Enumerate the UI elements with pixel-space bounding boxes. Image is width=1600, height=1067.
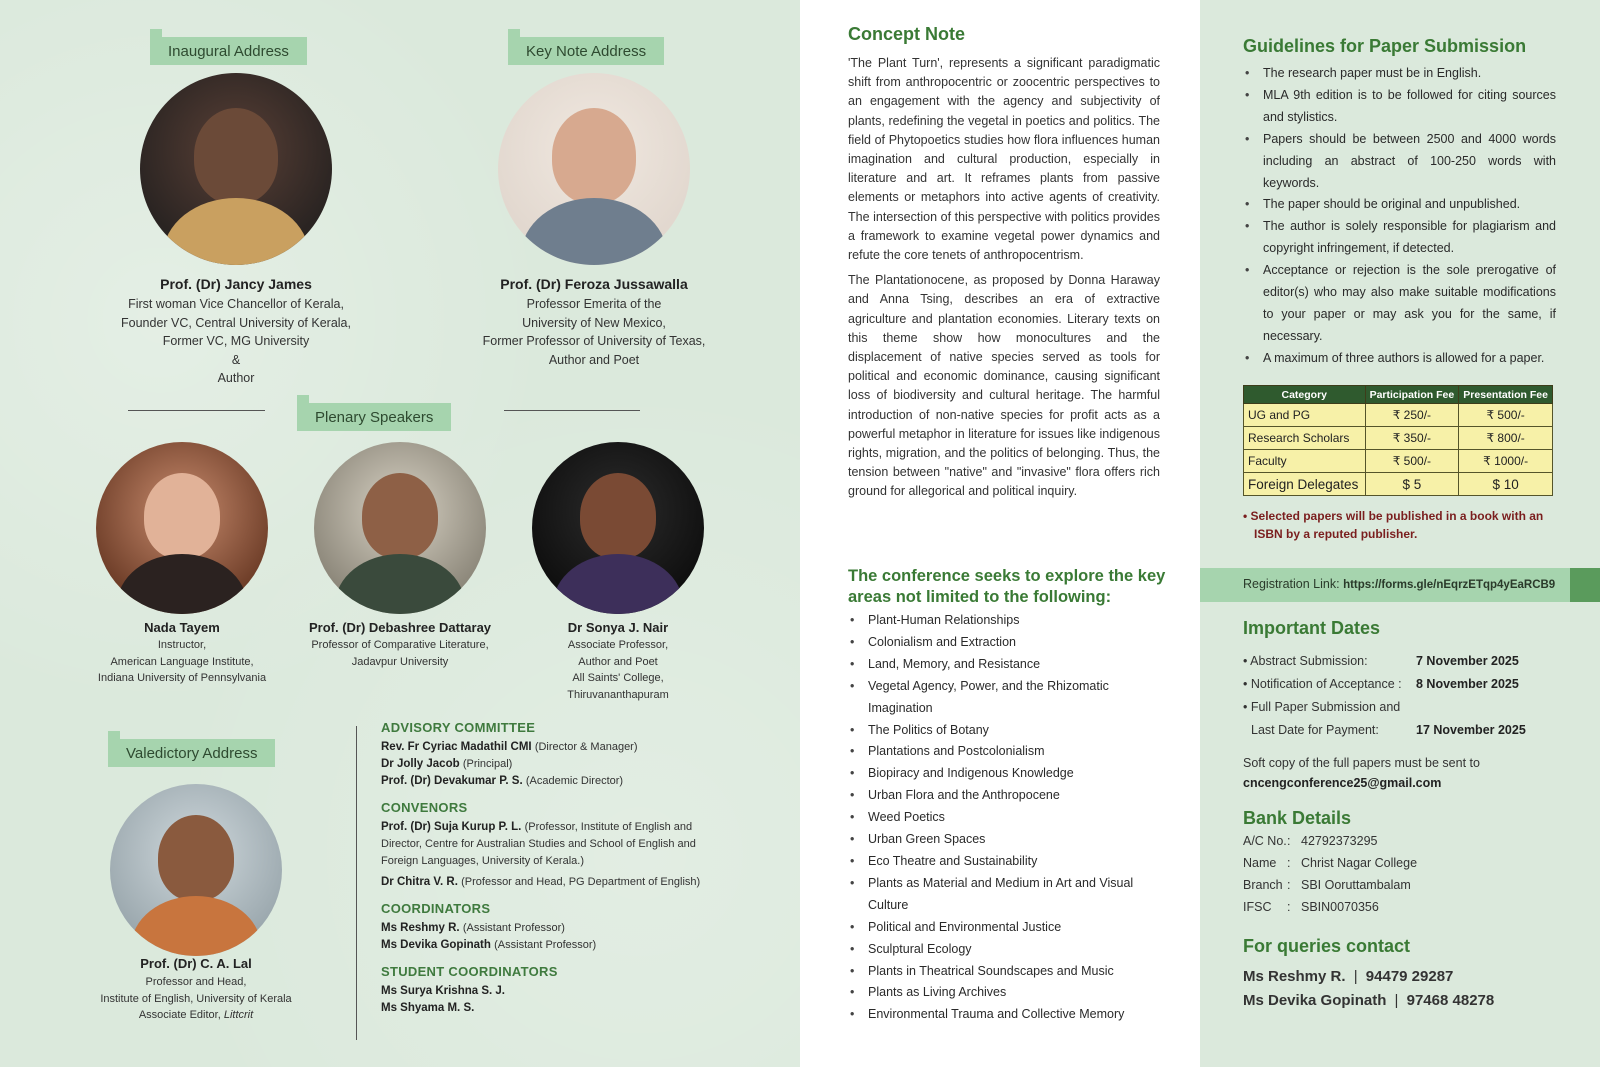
plenary-line: Indiana University of Pennsylvania (97, 672, 267, 684)
member-name: Rev. Fr Cyriac Madathil CMI (381, 741, 532, 753)
list-item: • Environmental Trauma and Collective Memory (848, 1004, 1160, 1026)
plenary-divider-left (128, 410, 265, 411)
contact-row (1243, 968, 1453, 985)
bank-row: Name : Christ Nagar College (1243, 856, 1418, 870)
plenary-tag-label: Plenary Speakers (315, 409, 434, 426)
plenary-line: Author and Poet (578, 655, 658, 668)
plenary-divider-right (504, 410, 640, 411)
ca-lal-desc (66, 974, 326, 1024)
plenary-line: Professor of Comparative Literature, (311, 639, 489, 651)
valedictory-line (66, 1007, 326, 1024)
member-role: (Academic Director) (525, 775, 624, 787)
list-item: • Vegetal Agency, Power, and the Rhizomatic Imagination (848, 676, 1160, 720)
concept-title: Concept Note (848, 24, 965, 44)
registration-link[interactable]: https://forms.gle/nEqrzETqp4yEaRCB9 (1343, 579, 1556, 591)
areas-list (848, 610, 1160, 1026)
coordinator-member (381, 937, 721, 954)
bank-value: SBIN0070356 (1301, 900, 1379, 914)
plenary-line: American Language Institute, (110, 655, 254, 668)
registration-bar (1200, 568, 1600, 602)
list-item: • Urban Green Spaces (848, 829, 1160, 851)
convenors-heading: CONVENORS (381, 800, 468, 815)
keynote-desc (454, 295, 734, 369)
list-item: • A maximum of three authors is allowed for a paper. (1243, 348, 1556, 370)
inaugural-line: Author (217, 371, 255, 385)
list-item: • Plants as Living Archives (848, 982, 1160, 1004)
debashree-dattaray-photo (314, 442, 486, 614)
list-item: • Plantations and Postcolonialism (848, 741, 1160, 763)
table-row (1244, 473, 1553, 496)
bank-row: Branch : SBI Ooruttambalam (1243, 878, 1411, 892)
guidelines-list (1243, 63, 1556, 370)
list-item: • The research paper must be in English. (1243, 63, 1556, 85)
fee-header-row (1244, 386, 1553, 404)
coordinators-heading: COORDINATORS (381, 901, 491, 916)
debashree-dattaray-name: Prof. (Dr) Debashree Dattaray (308, 620, 492, 635)
inaugural-line: & (231, 352, 241, 367)
member-role: (Professor and Head, PG Department of English) (461, 876, 701, 888)
advisory-heading: ADVISORY COMMITTEE (381, 720, 536, 735)
concept-paragraph-1: 'The Plant Turn', represents a significant paradigmatic shift from anthropocentric or zoocentric perspectives to an engagement with the agency and subjectivity of plants, redefining the vegetal in poetics and politics. The field of Phytopoetics studies how flora influences human imagination and cultural production, especially in literature and art. It reframes plants from passive elements or metaphors into active agents of creativity. The intersection of this perspective with politics provides a framework to examine vegetal power dynamics and refute the core tenets of anthropocentrism. (848, 56, 1160, 263)
plenary-line: Associate Professor, (567, 639, 669, 651)
payment-date-label: Last Date for Payment: (1251, 723, 1379, 737)
valedictory-tag (108, 739, 275, 767)
advisory-member (381, 756, 721, 773)
bank-row: A/C No.: 42792373295 (1243, 834, 1378, 848)
student-member (381, 983, 721, 1000)
contact-separator: | (1353, 968, 1358, 985)
list-item: • The paper should be original and unpublished. (1243, 194, 1556, 216)
coordinator-member (381, 920, 721, 937)
fee-category: Faculty (1244, 450, 1366, 473)
plenary-line: Thiruvananthapuram (567, 688, 669, 701)
concept-text (848, 54, 1160, 508)
member-role: (Assistant Professor) (494, 939, 597, 951)
fee-header: Participation Fee (1365, 386, 1459, 404)
list-item: • Eco Theatre and Sustainability (848, 851, 1160, 873)
student-member (381, 1000, 721, 1017)
list-item: • Acceptance or rejection is the sole prerogative of editor(s) who may also make suitable modifications to your paper or may ask you for the same, if necessary. (1243, 260, 1556, 348)
bank-value: Christ Nagar College (1301, 856, 1418, 870)
list-item: • Papers should be between 2500 and 4000 words including an abstract of 100-250 words with keywords. (1243, 129, 1556, 195)
inaugural-tag (150, 37, 307, 65)
member-name: Dr Chitra V. R. (381, 876, 458, 888)
plenary-line: Instructor, (157, 639, 207, 651)
keynote-tag (508, 37, 664, 65)
valedictory-line-text: Associate Editor, (138, 1009, 224, 1021)
member-name: Ms Surya Krishna S. J. (381, 985, 505, 997)
debashree-dattaray-desc (280, 637, 520, 670)
inaugural-name: Prof. (Dr) Jancy James (160, 276, 312, 292)
contact-email[interactable]: cncengconference25@gmail.com (1243, 776, 1442, 790)
contact-phone[interactable]: 97468 48278 (1406, 992, 1495, 1009)
contact-separator: | (1394, 992, 1399, 1009)
nada-tayem-name: Nada Tayem (144, 620, 220, 635)
member-role: (Professor, Institute of English and Director, Centre for Australian Studies and School of English and Foreign Languages, University of Kerala.) (381, 821, 696, 867)
valedictory-line: Professor and Head, (145, 976, 247, 988)
list-item: • Plants as Material and Medium in Art and Visual Culture (848, 873, 1160, 917)
list-item: • Land, Memory, and Resistance (848, 654, 1160, 676)
contact-row (1243, 992, 1494, 1009)
fee-participation: ₹ 500/- (1365, 450, 1459, 473)
inaugural-line: First woman Vice Chancellor of Kerala, (128, 297, 344, 311)
bank-label: A/C No. (1243, 834, 1287, 848)
concept-panel (800, 0, 1200, 1067)
notification-date: 8 November 2025 (1416, 677, 1519, 691)
sonya-nair-photo (532, 442, 704, 614)
bank-title: Bank Details (1243, 808, 1352, 828)
nada-tayem-photo (96, 442, 268, 614)
inaugural-desc (96, 295, 376, 388)
committee-block (381, 716, 721, 1017)
advisory-member (381, 773, 721, 790)
publish-note (1243, 507, 1563, 543)
nada-tayem-desc (62, 637, 302, 687)
list-item: • The author is solely responsible for plagiarism and copyright infringement, if detected. (1243, 216, 1556, 260)
table-row (1244, 427, 1553, 450)
fee-presentation: $ 10 (1459, 473, 1553, 496)
member-role: (Assistant Professor) (462, 922, 565, 934)
fee-presentation: ₹ 1000/- (1459, 450, 1553, 473)
bank-value: 42792373295 (1301, 834, 1378, 848)
keynote-line: Author and Poet (548, 352, 640, 367)
bank-value: SBI Ooruttambalam (1301, 878, 1411, 892)
areas-title: The conference seeks to explore the key areas not limited to the following: (848, 567, 1166, 606)
member-name: Ms Devika Gopinath (381, 939, 491, 951)
fee-category: Research Scholars (1244, 427, 1366, 450)
fee-header: Category (1244, 386, 1366, 404)
notification-date-label: • Notification of Acceptance : (1243, 677, 1402, 691)
abstract-date: 7 November 2025 (1416, 654, 1519, 668)
list-item: • Plants in Theatrical Soundscapes and Music (848, 961, 1160, 983)
concept-paragraph-2: The Plantationocene, as proposed by Donna Haraway and Anna Tsing, describes an era of extractive agriculture and plantation economies. Literary texts on this theme show how monocultures and the displacement of native species served as tools for political and economic dominance, causing significant loss of biodiversity and cultural heritage. The harmful introduction of non-native species for profit acts as a powerful metaphor in literature for issues like indigenous rights, migration, and the politics of belonging. Thus, the tension between "native" and "invasive" flora offers rich ground for allegorical and political inquiry. (848, 273, 1160, 499)
fullpaper-date-label: • Full Paper Submission and (1243, 700, 1401, 714)
plenary-tag (297, 403, 451, 431)
registration-bar-accent (1570, 568, 1600, 602)
member-role: (Director & Manager) (534, 741, 638, 753)
publish-note-line: ISBN by a reputed publisher. (1254, 527, 1418, 541)
list-item: • Weed Poetics (848, 807, 1160, 829)
fee-header: Presentation Fee (1459, 386, 1553, 404)
table-row (1244, 404, 1553, 427)
keynote-name: Prof. (Dr) Feroza Jussawalla (500, 276, 688, 292)
plenary-line: Jadavpur University (351, 655, 449, 668)
ca-lal-photo (110, 784, 282, 956)
contact-phone[interactable]: 94479 29287 (1365, 968, 1454, 985)
inaugural-line: Former VC, MG University (162, 334, 310, 348)
keynote-tag-label: Key Note Address (526, 43, 647, 60)
queries-title: For queries contact (1243, 936, 1411, 956)
sonya-nair-desc (498, 637, 738, 703)
keynote-line: Former Professor of University of Texas, (482, 334, 706, 348)
member-name: Prof. (Dr) Suja Kurup P. L. (381, 821, 522, 833)
member-name: Dr Jolly Jacob (381, 758, 460, 770)
bank-label: IFSC (1243, 900, 1272, 914)
bank-label: Name (1243, 856, 1277, 870)
convenor-member (381, 819, 721, 870)
member-role: (Principal) (462, 758, 513, 770)
list-item: • MLA 9th edition is to be followed for citing sources and stylistics. (1243, 85, 1556, 129)
publish-note-line: • Selected papers will be published in a book with an (1243, 509, 1544, 523)
fee-participation: ₹ 350/- (1365, 427, 1459, 450)
bank-label: Branch (1243, 878, 1283, 892)
fee-category: UG and PG (1244, 404, 1366, 427)
member-name: Ms Shyama M. S. (381, 1002, 475, 1014)
valedictory-line: Institute of English, University of Kerala (100, 992, 292, 1005)
feroza-jussawalla-photo (498, 73, 690, 265)
committee-divider (356, 726, 357, 1040)
contact-name: Ms Devika Gopinath (1243, 992, 1387, 1009)
student-coordinators-heading: STUDENT COORDINATORS (381, 964, 558, 979)
abstract-date-label: • Abstract Submission: (1243, 654, 1368, 668)
fullpaper-date: 17 November 2025 (1416, 723, 1526, 737)
keynote-line: Professor Emerita of the (526, 297, 662, 311)
list-item: • The Politics of Botany (848, 720, 1160, 742)
dates-title: Important Dates (1243, 618, 1381, 638)
journal-name: Littcrit (223, 1009, 254, 1021)
inaugural-line: Founder VC, Central University of Kerala, (121, 315, 351, 330)
sonya-nair-name: Dr Sonya J. Nair (567, 620, 669, 635)
fee-table (1243, 385, 1553, 496)
table-row (1244, 450, 1553, 473)
registration-label: Registration Link: (1243, 577, 1344, 591)
bank-row: IFSC : SBIN0070356 (1243, 900, 1379, 914)
fee-category: Foreign Delegates (1244, 473, 1366, 496)
list-item: • Urban Flora and the Anthropocene (848, 785, 1160, 807)
fee-presentation: ₹ 500/- (1459, 404, 1553, 427)
guidelines-title: Guidelines for Paper Submission (1243, 36, 1527, 56)
list-item: • Sculptural Ecology (848, 939, 1160, 961)
fee-presentation: ₹ 800/- (1459, 427, 1553, 450)
list-item: • Colonialism and Extraction (848, 632, 1160, 654)
jancy-james-photo (140, 73, 332, 265)
contact-name: Ms Reshmy R. (1243, 968, 1346, 985)
list-item: • Political and Environmental Justice (848, 917, 1160, 939)
list-item: • Biopiracy and Indigenous Knowledge (848, 763, 1160, 785)
fee-participation: $ 5 (1365, 473, 1459, 496)
ca-lal-name: Prof. (Dr) C. A. Lal (140, 956, 252, 971)
keynote-line: University of New Mexico, (522, 315, 666, 330)
fee-participation: ₹ 250/- (1365, 404, 1459, 427)
registration-text (1243, 577, 1555, 591)
advisory-member (381, 739, 721, 756)
list-item: • Plant-Human Relationships (848, 610, 1160, 632)
plenary-line: All Saints' College, (572, 672, 664, 684)
member-name: Prof. (Dr) Devakumar P. S. (381, 775, 523, 787)
member-name: Ms Reshmy R. (381, 922, 460, 934)
convenor-member (381, 874, 721, 891)
inaugural-tag-label: Inaugural Address (168, 43, 289, 60)
softcopy-text: Soft copy of the full papers must be sent to (1243, 756, 1480, 770)
valedictory-tag-label: Valedictory Address (126, 745, 258, 762)
